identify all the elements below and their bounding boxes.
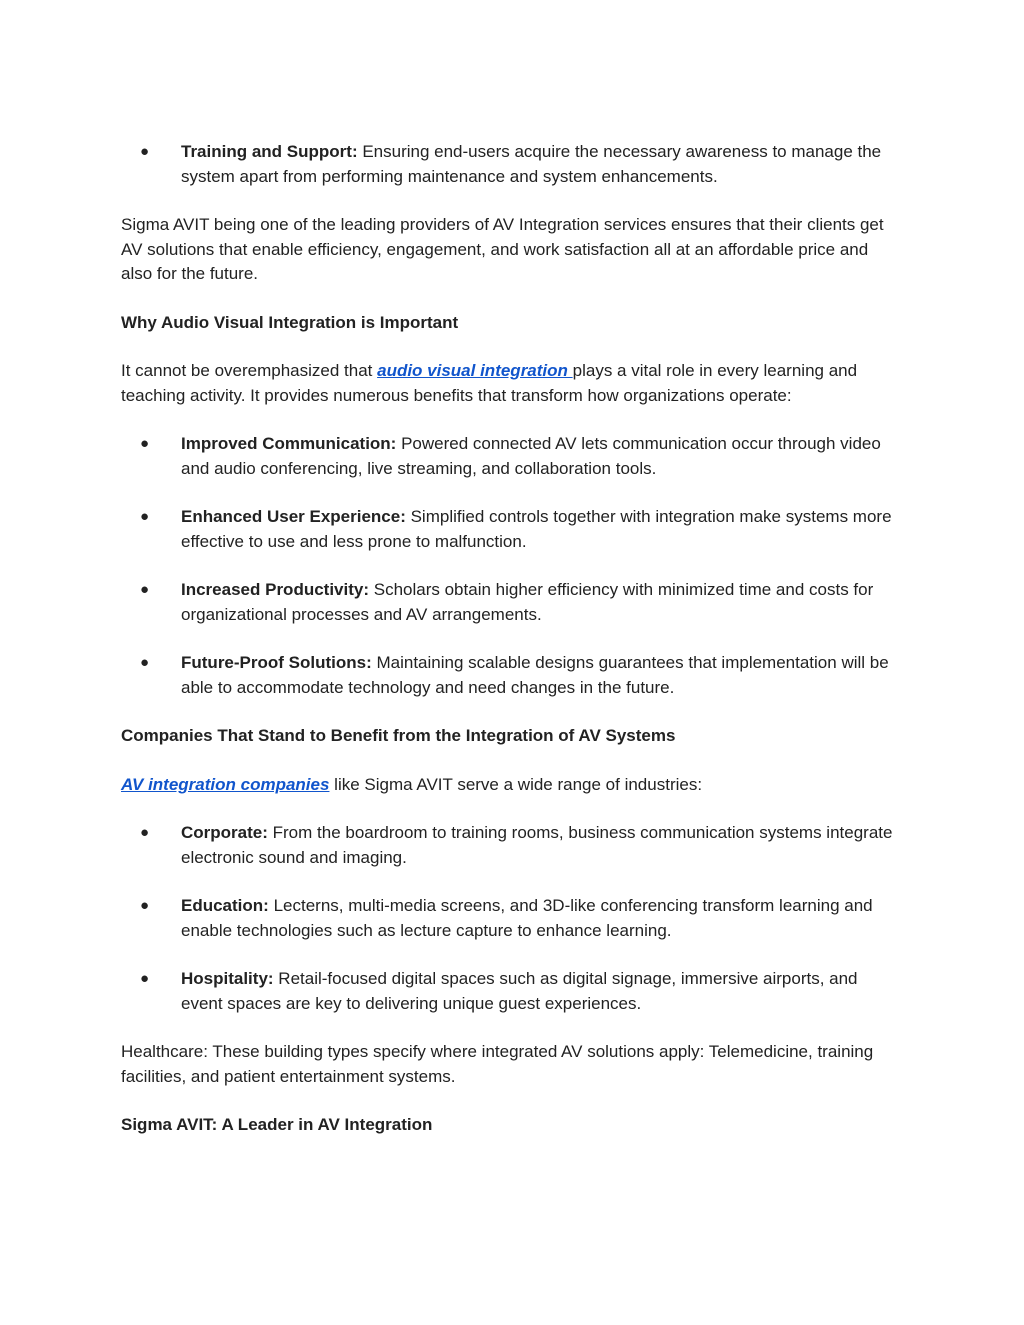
paragraph-text: plays a vital role in every learning and teaching activity. It provides numerous benefits that transform how organizations operate: <box>121 361 858 405</box>
section-heading-leader: Sigma AVIT: A Leader in AV Integration <box>121 1115 433 1134</box>
bullet-icon: ● <box>140 970 150 987</box>
bullet-term: Hospitality: <box>181 969 274 988</box>
bullet-icon: ● <box>140 508 150 525</box>
section-heading-importance: Why Audio Visual Integration is Important <box>121 312 459 332</box>
bullet-term: Education: <box>181 896 269 915</box>
bullet-text: Scholars obtain higher efficiency with minimized time and costs for organizational processes and AV arrangements. <box>181 580 874 624</box>
companies-paragraph <box>121 773 901 798</box>
intro-paragraph: Sigma AVIT being one of the leading providers of AV Integration services ensures that their clients get AV solutions that enable efficiency, engagement, and work satisfaction all at an affordable price and also for the future. <box>121 215 884 283</box>
list-item <box>121 432 901 481</box>
bullet-icon: ● <box>140 435 150 452</box>
paragraph-text: It cannot be overemphasized that <box>121 361 378 380</box>
bullet-text: Retail-focused digital spaces such as digital signage, immersive airports, and event spaces are key to delivering unique guest experiences. <box>181 969 858 1013</box>
bullet-term: Increased Productivity: <box>181 580 370 599</box>
section-heading-companies: Companies That Stand to Benefit from the Integration of AV Systems <box>121 726 676 745</box>
bullet-list-industries <box>121 821 901 1016</box>
list-item <box>121 505 901 554</box>
bullet-list-top <box>121 140 901 189</box>
bullet-list-benefits <box>121 432 901 700</box>
av-integration-companies-link[interactable]: AV integration companies <box>121 774 330 794</box>
bullet-term: Future-Proof Solutions: <box>181 653 372 672</box>
audio-visual-integration-link[interactable]: audio visual integration <box>377 361 573 380</box>
bullet-term: Enhanced User Experience: <box>181 507 406 526</box>
list-item <box>121 821 901 870</box>
bullet-text: Ensuring end-users acquire the necessary awareness to manage the system apart from performing maintenance and system enhancements. <box>181 142 882 186</box>
bullet-icon: ● <box>140 143 150 160</box>
bullet-text: Lecterns, multi-media screens, and 3D-like conferencing transform learning and enable technologies such as lecture capture to enhance learning. <box>181 896 873 940</box>
paragraph-text: like Sigma AVIT serve a wide range of industries: <box>329 774 703 794</box>
list-item <box>121 651 901 700</box>
bullet-term: Improved Communication: <box>181 434 397 453</box>
importance-paragraph <box>121 359 901 408</box>
list-item <box>121 894 901 943</box>
list-item <box>121 578 901 627</box>
bullet-text: Powered connected AV lets communication occur through video and audio conferencing, live streaming, and collaboration tools. <box>181 434 881 478</box>
document-page <box>121 140 901 1162</box>
bullet-text: Maintaining scalable designs guarantees that implementation will be able to accommodate technology and need changes in the future. <box>181 653 889 697</box>
bullet-icon: ● <box>140 654 150 671</box>
bullet-icon: ● <box>140 897 150 914</box>
bullet-icon: ● <box>140 824 150 841</box>
list-item <box>121 140 901 189</box>
bullet-text: Simplified controls together with integration make systems more effective to use and less prone to malfunction. <box>181 507 892 551</box>
healthcare-paragraph: Healthcare: These building types specify where integrated AV solutions apply: Telemedicine, training facilities, and patient entertainment systems. <box>121 1042 874 1086</box>
bullet-text: From the boardroom to training rooms, business communication systems integrate electronic sound and imaging. <box>181 823 893 867</box>
list-item <box>121 967 901 1016</box>
bullet-term: Training and Support: <box>181 142 358 161</box>
bullet-term: Corporate: <box>181 823 268 842</box>
bullet-icon: ● <box>140 581 150 598</box>
